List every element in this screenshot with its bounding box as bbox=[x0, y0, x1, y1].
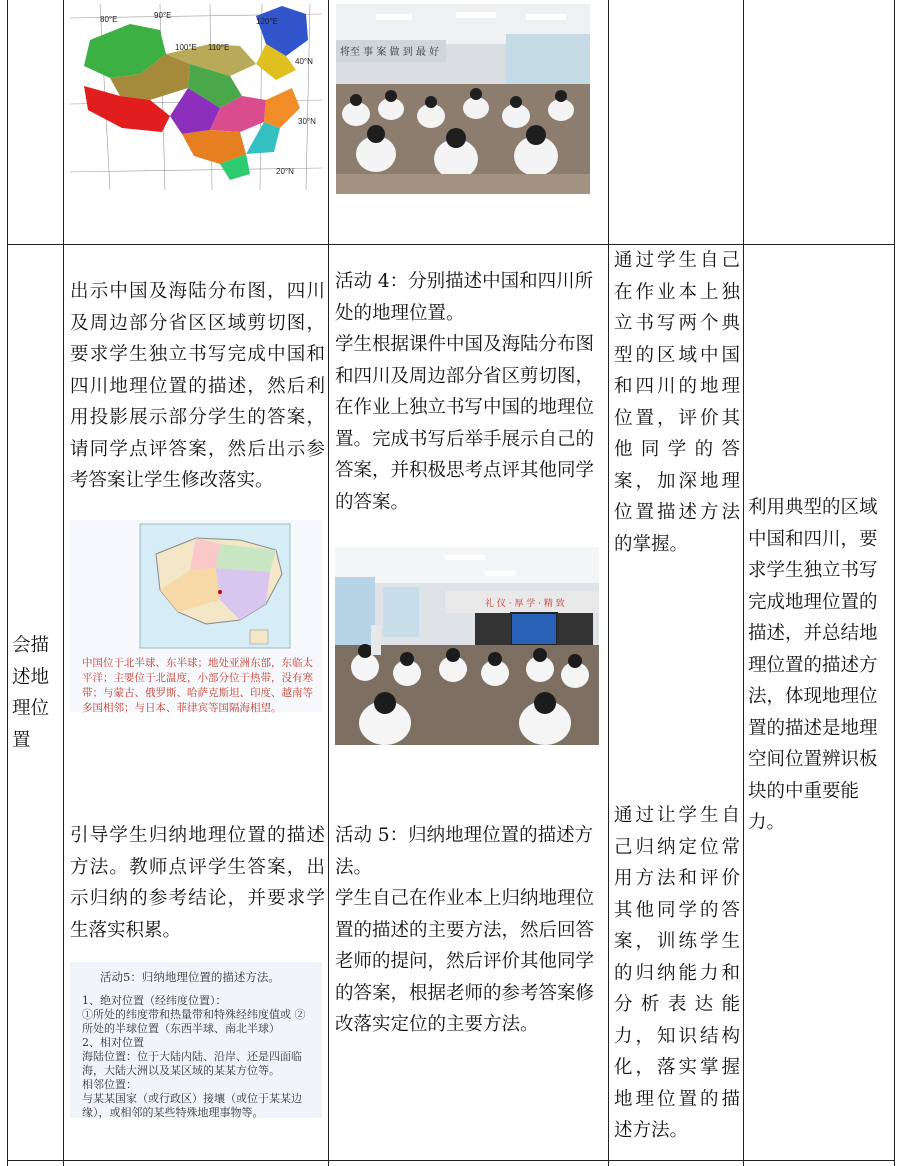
table-border-col1 bbox=[63, 0, 64, 1166]
student-activity-2-text: 活动 5：归纳地理位置的描述方法。 学生自己在作业本上归纳地理位置的描述的主要方法，然后回答老师的提问，然后评价其他同学的答案，根据老师的参考答案修改落实定位的主要方法。 bbox=[335, 825, 595, 1035]
map-label-20n: 20°N bbox=[276, 167, 294, 176]
map-label-40n: 40°N bbox=[295, 57, 313, 66]
teacher-activity-2 bbox=[70, 820, 325, 946]
design-purpose-2 bbox=[614, 800, 740, 1147]
activity5-line-6: 与某某国家（或行政区）接壤（或位于某某边缘），或相邻的某些特殊地理事物等。 bbox=[82, 1092, 302, 1119]
design-purpose-2-text: 通过让学生自己归纳定位常用方法和评价其他同学的答案，训练学生的归纳能力和分析表达能力，知识结构化，落实掌握地理位置的描述方法。 bbox=[614, 805, 740, 1141]
student-activity-1-text: 活动 4：分别描述中国和四川所处的地理位置。 学生根据课件中国及海陆分布图和四川及周边部分省区剪切图，在作业上独立书写中国的地理位置。完成书写后举手展示自己的答案，并积极思考点评其他同学的答案。 bbox=[335, 271, 595, 513]
activity5-line-2: ①所处的纬度带和热量带和特殊经纬度值或 ②所处的半球位置（东西半球、南北半球） bbox=[82, 1008, 306, 1035]
student-activity-1 bbox=[335, 266, 603, 518]
teacher-activity-1-text: 出示中国及海陆分布图，四川及周边部分省区区域剪切图，要求学生独立书写完成中国和四川地理位置的描述，然后利用投影展示部分学生的答案，请同学点评答案，然后出示参考答案让学生修改落实。 bbox=[70, 281, 325, 491]
topic-text: 会描述地理位置 bbox=[12, 635, 50, 751]
table-border-left bbox=[7, 0, 8, 1166]
classroom-photo-1 bbox=[336, 4, 590, 194]
china-map-figure bbox=[70, 520, 322, 712]
activity5-summary-figure bbox=[70, 962, 322, 1118]
classroom-banner-2-text: 礼 仪 · 厚 学 · 精 致 bbox=[485, 599, 565, 609]
table-border-col3 bbox=[608, 0, 609, 1166]
row-divider-top bbox=[8, 244, 894, 245]
map-label-80e: 80°E bbox=[100, 15, 118, 24]
design-purpose-1-text: 通过学生自己在作业本上独立书写两个典型的区域中国和四川的地理位置，评价其他同学的答案，加深地理位置描述方法的掌握。 bbox=[614, 250, 740, 555]
china-location-caption-text: 中国位于北半球、东半球；地处亚洲东部，东临太平洋；主要位于北温度，小部分位于热带，没有寒带；与蒙古、俄罗斯、哈萨克斯坦、印度、越南等多国相邻；与日本、菲律宾等国隔海相望。 bbox=[82, 657, 313, 714]
activity5-line-3: 2、相对位置 bbox=[82, 1036, 144, 1049]
activity5-line-1: 1、绝对位置（经纬度位置）： bbox=[82, 994, 227, 1007]
teacher-activity-1 bbox=[70, 276, 325, 497]
design-intent-text: 利用典型的区域中国和四川，要求学生独立书写完成地理位置的描述，并总结地理位置的描述方法，体现地理位置的描述是地理空间位置辨识板块的中重要能力。 bbox=[748, 497, 878, 833]
map-label-90e: 90°E bbox=[154, 11, 172, 20]
map-label-120e: 120°E bbox=[256, 17, 278, 26]
activity5-line-5: 相邻位置： bbox=[82, 1078, 137, 1091]
china-province-map-image bbox=[70, 4, 322, 190]
design-intent bbox=[748, 492, 890, 839]
table-border-right bbox=[894, 0, 895, 1166]
classroom-banner-text: 将至 事 案 做 到 最 好 bbox=[340, 47, 440, 58]
student-activity-2 bbox=[335, 820, 603, 1041]
row-divider-bottom bbox=[8, 1160, 894, 1161]
activity5-line-4: 海陆位置：位于大陆内陆、沿岸、还是四面临海，大陆大洲以及某区域的某某方位等。 bbox=[82, 1050, 302, 1077]
table-border-col2 bbox=[328, 0, 329, 1166]
china-location-caption bbox=[82, 656, 316, 716]
activity5-figure-title: 活动5：归纳地理位置的描述方法。 bbox=[100, 970, 280, 984]
map-label-30n: 30°N bbox=[298, 117, 316, 126]
map-label-110e: 110°E bbox=[208, 43, 230, 52]
teacher-activity-2-text: 引导学生归纳地理位置的描述方法。教师点评学生答案，出示归纳的参考结论，并要求学生落实积累。 bbox=[70, 825, 325, 941]
classroom-photo-2 bbox=[335, 547, 599, 745]
design-purpose-1 bbox=[614, 245, 740, 560]
map-label-100e: 100°E bbox=[175, 43, 197, 52]
topic-cell bbox=[12, 630, 58, 756]
table-border-col4 bbox=[743, 0, 744, 1166]
